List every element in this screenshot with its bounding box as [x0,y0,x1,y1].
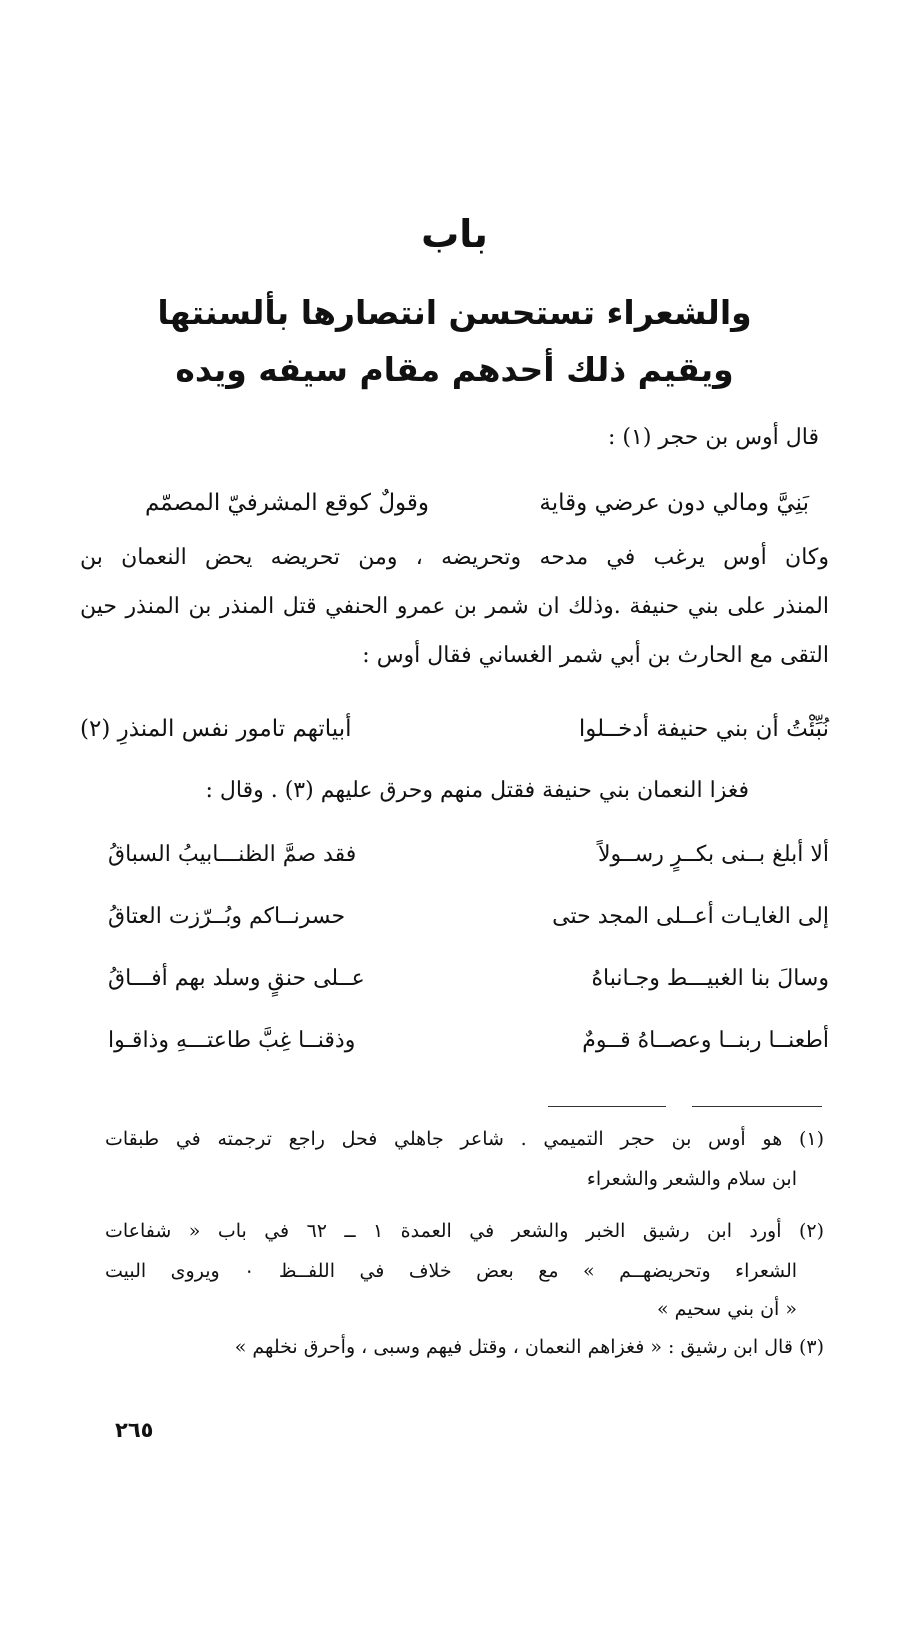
paragraph-1-line-1: وكان أوس يرغب في مدحه وتحريضه ، ومن تحريضه يحض النعمان بن [80,545,829,570]
paragraph-2: فغزا النعمان بني حنيفة فقتل منهم وحرق عليهم (٣) . وقال : [205,778,749,803]
footnote-3: (٣) قال ابن رشيق : « فغزاهم النعمان ، وقتل فيهم وسبى ، وأحرق نخلهم » [234,1336,824,1358]
verse-2-first-hemistich: نُبِّئْتُ أن بني حنيفة أدخــلوا [578,716,829,742]
poem-verse [108,966,829,991]
poem-verse-first-hemistich: ألا أبلغ بــنى بكــرٍ رســولاً [597,842,829,867]
chapter-title-line-2: ويقيم ذلك أحدهم مقام سيفه ويده [175,350,734,389]
poem-verse-second-hemistich: فقد صمَّ الظنـــابيبُ السباقُ [108,842,357,867]
verse-1-second-hemistich: وقولٌ كوقع المشرفيّ المصمّم [145,490,430,516]
footnote-2-line-1: (٢) أورد ابن رشيق الخبر والشعر في العمدة ١ ــ ٦٢ في باب « شفاعات [105,1220,824,1242]
verse-2 [80,716,829,742]
poem-verse [108,842,829,867]
chapter-title-line-1: والشعراء تستحسن انتصارها بألسنتها [157,293,752,332]
poem-verse-second-hemistich: عــلى حنقٍ وسلد بهم أفـــاقُ [108,966,365,991]
chapter-label: باب [421,212,488,256]
poem-verse-first-hemistich: أطعنــا ربنــا وعصــاهُ قــومٌ [582,1028,829,1053]
footnote-divider-right [692,1106,822,1107]
poem-verse [108,904,829,929]
intro-line: قال أوس بن حجر (١) : [608,425,819,450]
footnote-2-line-3: « أن بني سحيم » [656,1298,797,1320]
footnote-1-line-1: (١) هو أوس بن حجر التميمي . شاعر جاهلي فحل راجع ترجمته في طبقات [105,1128,824,1150]
poem-verse-second-hemistich: وذقنــا غِبَّ طاعتـــهِ وذاقـوا [108,1028,356,1053]
footnote-1-line-2: ابن سلام والشعر والشعراء [586,1168,797,1190]
footnote-divider-left [548,1106,666,1107]
paragraph-1-line-3: التقى مع الحارث بن أبي شمر الغساني فقال أوس : [362,643,829,668]
page-number: ٢٦٥ [115,1418,154,1442]
poem-verse [108,1028,829,1053]
footnote-2-line-2: الشعراء وتحريضهــم » مع بعض خلاف في اللفــظ ٠ ويروى البيت [105,1260,798,1282]
verse-1-first-hemistich: بَنِيَّ ومالي دون عرضي وقاية [539,490,809,516]
verse-1 [145,490,809,516]
verse-2-second-hemistich: أبياتهم تامور نفس المنذرِ (٢) [80,716,352,742]
poem-verse-first-hemistich: وسالَ بنا الغبيـــط وجـانباهُ [591,966,829,991]
poem-verse-second-hemistich: حسرنــاكم وبُــرّزت العتاقُ [108,904,346,929]
paragraph-1-line-2: المنذر على بني حنيفة .وذلك ان شمر بن عمرو الحنفي قتل المنذر بن المنذر حين [80,594,829,619]
poem-verse-first-hemistich: إلى الغايـات أعــلى المجد حتى [552,904,829,929]
